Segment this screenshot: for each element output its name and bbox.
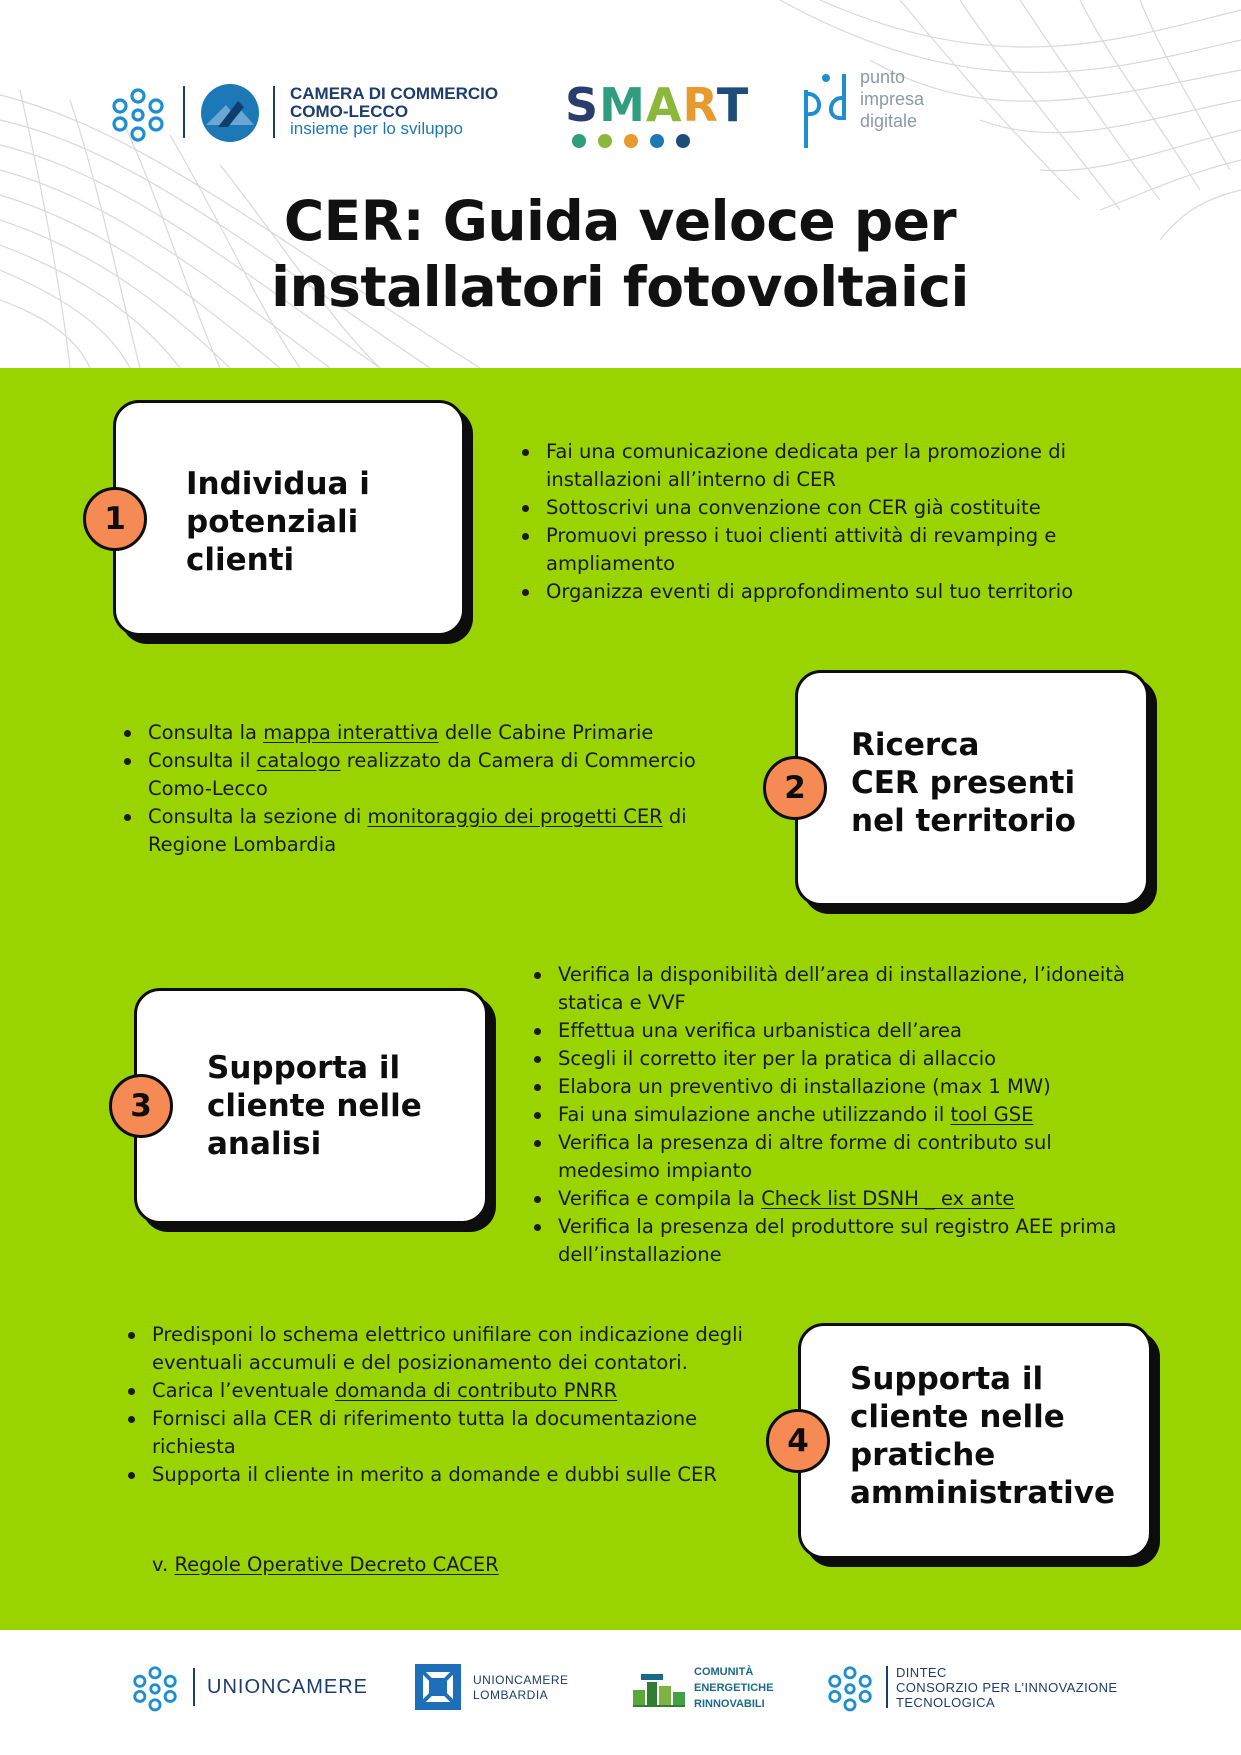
page-title-line1: CER: Guida veloce per: [283, 189, 957, 253]
chamber-name-line2: COMO-LECCO: [290, 102, 409, 121]
steps-section: [0, 368, 1241, 1630]
bullet-text: Verifica e compila la: [558, 1187, 762, 1210]
logo-divider: [183, 86, 185, 138]
smart-dot: [572, 134, 586, 148]
page-title: [130, 188, 1110, 320]
step-1-title: Individua i potenziali clienti: [186, 466, 370, 578]
smart-logo: [565, 80, 749, 130]
step-1-card: [113, 400, 465, 636]
step-3-bullet: [530, 1129, 1150, 1185]
step-3-bullet: [530, 1045, 1150, 1073]
bullet-text: di Regione Lombardia: [148, 805, 687, 856]
step-3-bullet: [530, 1101, 1150, 1129]
step-4-bullet: [124, 1377, 754, 1405]
step-4-title: Supporta il cliente nelle pratiche amministrative: [850, 1361, 1115, 1511]
bullet-link[interactable]: monitoraggio dei progetti CER: [367, 805, 663, 828]
pid-line: punto: [860, 67, 906, 87]
smart-letter: T: [716, 78, 750, 132]
header: [0, 0, 1241, 368]
step-3-bullet: [530, 1017, 1150, 1045]
unioncamere-network-icon: [128, 1662, 182, 1714]
comunita-energetiche-text: COMUNITÀ ENERGETICHE RINNOVABILI: [694, 1666, 774, 1710]
bullet-link[interactable]: domanda di contributo PNRR: [334, 1379, 618, 1402]
step-3-title: Supporta il cliente nelle analisi: [207, 1050, 422, 1162]
bullet-text: Verifica la presenza del produttore sul registro AEE prima dell’installazione: [558, 1215, 1117, 1266]
bullet-text: delle Cabine Primarie: [438, 721, 654, 744]
dintec-logo-text: DINTEC CONSORZIO PER L’INNOVAZIONE TECNOLOGICA: [896, 1665, 1118, 1710]
step-2-bullet: [120, 719, 740, 747]
smart-letter: S: [565, 78, 600, 132]
step-1-badge: 1: [83, 487, 147, 551]
bullet-text: Promuovi presso i tuoi clienti attività di revamping e ampliamento: [546, 524, 1057, 575]
bullet-text: Consulta la sezione di: [148, 805, 368, 828]
bullet-link[interactable]: tool GSE: [950, 1103, 1034, 1126]
smart-dot: [650, 134, 664, 148]
pid-logo-icon: [800, 70, 850, 150]
step-3-bullet: [530, 1073, 1150, 1101]
step-3-bullet: [530, 1213, 1150, 1269]
step-1-bullet: [518, 494, 1138, 522]
step-2-bullet: [120, 747, 740, 803]
step-4-reference-note: [124, 1551, 499, 1579]
step-4-bullet: [124, 1461, 754, 1489]
smart-letter: A: [645, 78, 683, 132]
bullet-text: Sottoscrivi una convenzione con CER già costituite: [546, 496, 1041, 519]
step-1-bullet: [518, 438, 1138, 494]
bullet-text: Scegli il corretto iter per la pratica di allaccio: [558, 1047, 997, 1070]
pid-line: digitale: [860, 111, 918, 131]
step-1-bullet: [518, 522, 1138, 578]
step-3-bullet: [530, 961, 1150, 1017]
step-1-bullet-list: [518, 438, 1138, 606]
step-2-bullet: [120, 803, 740, 859]
bullet-link[interactable]: mappa interattiva: [263, 721, 439, 744]
smart-letter: M: [599, 78, 646, 132]
bullet-text: Predisponi lo schema elettrico unifilare con indicazione degli eventuali accumuli e del posizionamento dei contatori.: [152, 1323, 743, 1374]
step-1-bullet: [518, 578, 1138, 606]
bullet-text: realizzato da Camera di Commercio Como-Lecco: [148, 749, 696, 800]
comunita-energetiche-icon: [631, 1668, 687, 1708]
chamber-network-icon: [106, 84, 170, 144]
bullet-text: Elabora un preventivo di installazione (max 1 MW): [558, 1075, 1051, 1098]
bullet-text: Consulta la: [148, 721, 264, 744]
regole-operative-link[interactable]: Regole Operative Decreto CACER: [174, 1553, 499, 1576]
bullet-text: Verifica la presenza di altre forme di contributo sul medesimo impianto: [558, 1131, 1052, 1182]
bullet-text: Fai una simulazione anche utilizzando il: [558, 1103, 951, 1126]
smart-dot: [598, 134, 612, 148]
bullet-link[interactable]: Check list DSNH _ ex ante: [761, 1187, 1015, 1210]
step-4-bullet-list: [124, 1321, 754, 1489]
step-4-card: [798, 1323, 1152, 1559]
step-3-bullet-list: [530, 961, 1150, 1269]
bullet-text: Fai una comunicazione dedicata per la promozione di installazioni all’interno di CER: [546, 440, 1066, 491]
reference-prefix: v.: [152, 1553, 175, 1576]
dintec-network-icon: [823, 1662, 877, 1714]
unioncamere-lombardia-icon: [414, 1663, 462, 1711]
smart-dot: [624, 134, 638, 148]
footer: [0, 1630, 1241, 1755]
logo-divider: [886, 1666, 888, 1708]
step-4-bullet: [124, 1405, 754, 1461]
step-2-badge: 2: [763, 756, 827, 820]
step-2-card: [795, 670, 1149, 906]
unioncamere-lombardia-text: UNIONCAMERE LOMBARDIA: [473, 1673, 569, 1702]
bullet-text: Effettua una verifica urbanistica dell’area: [558, 1019, 963, 1042]
logo-divider: [193, 1668, 195, 1706]
bullet-text: Consulta il: [148, 749, 257, 772]
chamber-tagline: insieme per lo sviluppo: [290, 119, 463, 138]
bullet-text: Organizza eventi di approfondimento sul tuo territorio: [546, 580, 1074, 603]
step-2-title: Ricerca CER presenti nel territorio: [851, 727, 1076, 839]
smart-letter: R: [682, 78, 717, 132]
bullet-text: Verifica la disponibilità dell’area di installazione, l’idoneità statica e VVF: [558, 963, 1125, 1014]
bullet-text: Carica l’eventuale: [152, 1379, 335, 1402]
pid-line: impresa: [860, 89, 925, 109]
unioncamere-logo-text: UNIONCAMERE: [207, 1676, 369, 1698]
chamber-name-line1: CAMERA DI COMMERCIO: [290, 84, 499, 103]
bullet-link[interactable]: catalogo: [256, 749, 341, 772]
chamber-emblem-icon: [200, 83, 260, 143]
step-3-card: [134, 988, 488, 1224]
step-3-badge: 3: [109, 1074, 173, 1138]
logo-divider: [273, 86, 275, 138]
bullet-text: Fornisci alla CER di riferimento tutta la documentazione richiesta: [152, 1407, 698, 1458]
step-4-bullet: [124, 1321, 754, 1377]
step-3-bullet: [530, 1185, 1150, 1213]
step-2-bullet-list: [120, 719, 740, 859]
bullet-text: Supporta il cliente in merito a domande e dubbi sulle CER: [152, 1463, 717, 1486]
pid-logo-text: [860, 66, 924, 132]
step-4-badge: 4: [766, 1409, 830, 1473]
smart-dot: [676, 134, 690, 148]
page-title-line2: installatori fotovoltaici: [271, 255, 969, 319]
